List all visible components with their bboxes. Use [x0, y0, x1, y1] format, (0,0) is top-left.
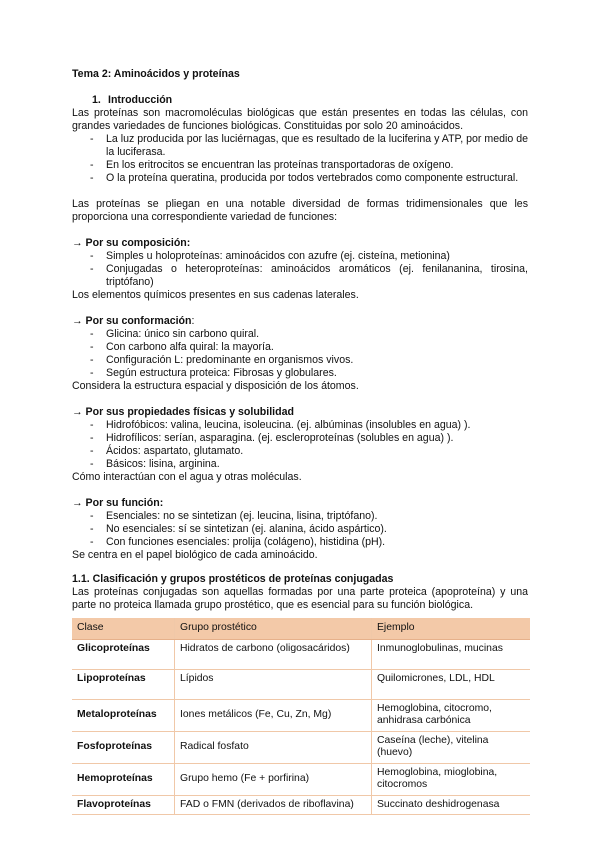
- funcion-note: Se centra en el papel biológico de cada aminoácido.: [72, 549, 318, 561]
- heading-conformacion: → Por su conformación:: [72, 315, 195, 327]
- list-item: - Hidrofílicos: serían, asparagina. (ej. escleroproteínas (solubles en agua) ).: [90, 432, 454, 444]
- heading-funcion: → Por su función:: [72, 497, 164, 509]
- column-header: Grupo prostético: [175, 618, 372, 639]
- table-row: [72, 639, 530, 669]
- list-item: - Básicos: lisina, arginina.: [90, 458, 220, 470]
- table-cell: Inmunoglobulinas, mucinas: [372, 639, 531, 669]
- propiedades-note: Cómo interactúan con el agua y otras moléculas.: [72, 471, 302, 483]
- list-item: - En los eritrocitos se encuentran las proteínas transportadoras de oxígeno.: [90, 159, 454, 171]
- conformacion-list: [72, 328, 528, 380]
- table-row: [72, 699, 530, 731]
- section-heading-clasificacion: 1.1. Clasificación y grupos prostéticos de proteínas conjugadas: [72, 573, 394, 585]
- composicion-note: Los elementos químicos presentes en sus cadenas laterales.: [72, 289, 359, 301]
- list-item: - Hidrofóbicos: valina, leucina, isoleucina. (ej. albúminas (insolubles en agua) ).: [90, 419, 471, 431]
- table-cell: Fosfoproteínas: [72, 731, 175, 763]
- list-item: - Glicina: único sin carbono quiral.: [90, 328, 260, 340]
- table-cell: FAD o FMN (derivados de riboflavina): [175, 795, 372, 815]
- list-item: - Esenciales: no se sintetizan (ej. leucina, lisina, triptófano).: [90, 510, 378, 522]
- list-item: - O la proteína queratina, producida por todos vertebrados como componente estructural.: [90, 172, 519, 184]
- document-page: [72, 68, 528, 815]
- heading-propiedades: → Por sus propiedades físicas y solubilidad: [72, 406, 294, 418]
- table-cell: Metaloproteínas: [72, 699, 175, 731]
- list-item: - Con carbono alfa quiral: la mayoría.: [90, 341, 274, 353]
- table-row: [72, 763, 530, 795]
- table-cell: Flavoproteínas: [72, 795, 175, 815]
- table-cell: Iones metálicos (Fe, Cu, Zn, Mg): [175, 699, 372, 731]
- table-cell: Radical fosfato: [175, 731, 372, 763]
- table-cell: Quilomicrones, LDL, HDL: [372, 669, 531, 699]
- propiedades-list: [72, 419, 528, 471]
- table-cell: Hemoglobina, mioglobina, citocromos: [372, 763, 531, 795]
- column-header: Clase: [72, 618, 175, 639]
- document-title: Tema 2: Aminoácidos y proteínas: [72, 68, 240, 80]
- fold-paragraph: Las proteínas se pliegan en una notable diversidad de formas tridimensionales que les proporciona una correspondiente variedad de funciones:: [72, 198, 528, 223]
- conformacion-note: Considera la estructura espacial y disposición de los átomos.: [72, 380, 359, 392]
- table-cell: Succinato deshidrogenasa: [372, 795, 531, 815]
- list-item: - Simples u holoproteínas: aminoácidos con azufre (ej. cisteína, metionina): [90, 250, 450, 262]
- list-item: - La luz producida por las luciérnagas, que es resultado de la luciferina y ATP, por medio de la luciferasa.: [90, 133, 528, 158]
- column-header: Ejemplo: [372, 618, 531, 639]
- list-item: - No esenciales: sí se sintetizan (ej. alanina, ácido aspártico).: [90, 523, 387, 535]
- heading-composicion: → Por su composición:: [72, 237, 191, 249]
- table-cell: Grupo hemo (Fe + porfirina): [175, 763, 372, 795]
- table-cell: Lipoproteínas: [72, 669, 175, 699]
- table-row: [72, 669, 530, 699]
- intro-list: [72, 133, 528, 185]
- table-cell: Lípidos: [175, 669, 372, 699]
- table-cell: Caseína (leche), vitelina (huevo): [372, 731, 531, 763]
- section-heading-introduccion: 1. Introducción: [92, 94, 173, 106]
- table-cell: Glicoproteínas: [72, 639, 175, 669]
- composicion-list: [72, 250, 528, 289]
- list-item: - Ácidos: aspartato, glutamato.: [90, 445, 244, 457]
- funcion-list: [72, 510, 528, 549]
- intro-paragraph: Las proteínas son macromoléculas biológicas que están presentes en todas las células, con grandes variedades de funciones biológicas. Constituidas por solo 20 aminoácidos.: [72, 107, 528, 132]
- list-item: - Según estructura proteica: Fibrosas y globulares.: [90, 367, 337, 379]
- table-row: [72, 731, 530, 763]
- list-item: - Configuración L: predominante en organismos vivos.: [90, 354, 354, 366]
- table-row: [72, 795, 530, 815]
- table-cell: Hemoglobina, citocromo, anhidrasa carbónica: [372, 699, 531, 731]
- list-item: - Con funciones esenciales: prolija (colágeno), histidina (pH).: [90, 536, 386, 548]
- table-cell: Hidratos de carbono (oligosacáridos): [175, 639, 372, 669]
- conjugated-proteins-table: [72, 618, 530, 815]
- list-item: - Conjugadas o heteroproteínas: aminoácidos aromáticos (ej. fenilananina, tirosina, triptófano): [90, 263, 528, 288]
- table-cell: Hemoproteínas: [72, 763, 175, 795]
- table-header-row: [72, 618, 530, 639]
- clasificacion-paragraph: Las proteínas conjugadas son aquellas formadas por una parte proteica (apoproteína) y una parte no proteica llamada grupo prostético, que es esencial para su función biológica.: [72, 586, 528, 611]
